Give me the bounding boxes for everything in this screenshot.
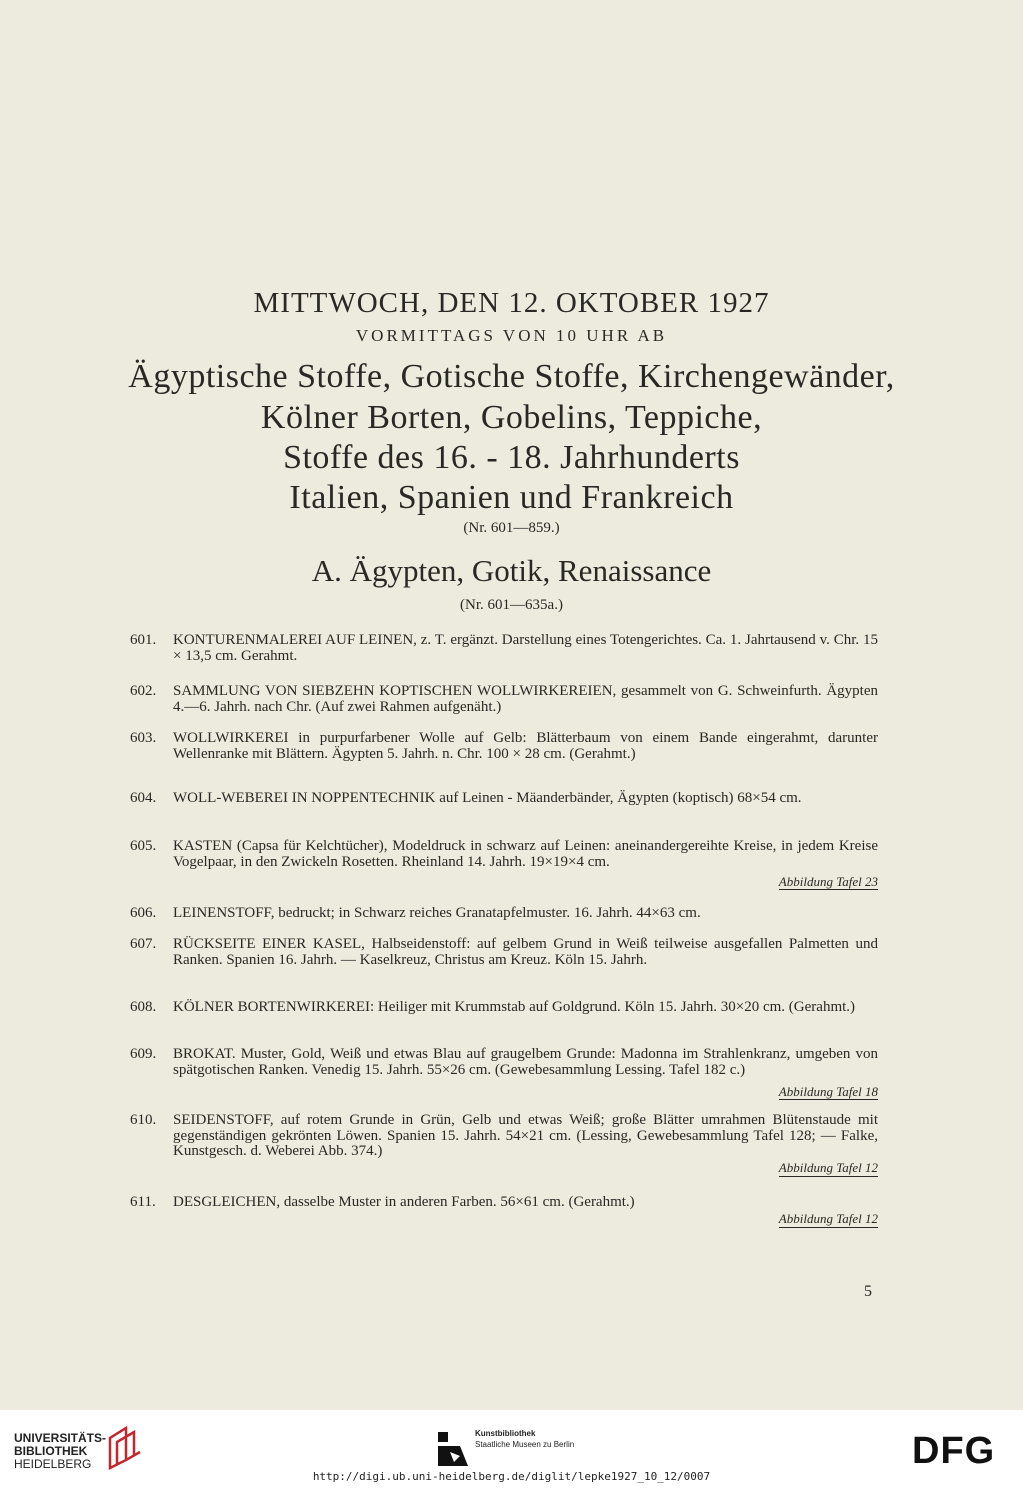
title-line-2: Kölner Borten, Gobelins, Teppiche, [260, 399, 763, 436]
catalog-entry-606 [130, 906, 878, 922]
entry-number: 608. [130, 999, 157, 1015]
entry-number: 609. [130, 1046, 157, 1062]
ub-line-2: BIBLIOTHEK [14, 1444, 88, 1458]
catalog-entry-605 [130, 838, 878, 889]
catalog-entry-609 [130, 1046, 878, 1099]
entry-text: WOLLWIRKEREI in purpurfarbener Wolle auf Gelb: Blätterbaum von einem Bande eingerahmt, darunter Wellenranke mit Blättern. Ägypten 5. Jahrh. n. Chr. 100 × 28 cm. (Gerahmt.) [173, 730, 878, 762]
entry-text: SAMMLUNG VON SIEBZEHN KOPTISCHEN WOLLWIRKEREIEN, gesammelt von G. Schweinfurth. Ägypten 4.—6. Jahrh. nach Chr. (Auf zwei Rahmen aufgenäht.) [173, 683, 878, 715]
entry-text: SEIDENSTOFF, auf rotem Grunde in Grün, Gelb und etwas Weiß; große Blätter umrahmen Blütenstaude mit gegenständigen gekrönten Löwen. Spanien 15. Jahrh. 54×21 cm. (Lessing, Gewebesammlung Tafel 128; — Falke, Kunstgesch. d. Weberei Abb. 374.) [173, 1112, 878, 1159]
entry-text: WOLL-WEBEREI IN NOPPENTECHNIK auf Leinen - Mäanderbänder, Ägypten (koptisch) 68×54 cm. [173, 790, 802, 806]
entry-text: KASTEN (Capsa für Kelchtücher), Modeldruck in schwarz auf Leinen: aneinandergereihte Kreise, in jedem Kreise Vogelpaar, in den Zwickeln Rosetten. Rheinland 14. Jahrh. 19×19×4 cm. [173, 838, 878, 870]
entry-number: 603. [130, 730, 157, 746]
catalog-entry-603 [130, 731, 878, 762]
ub-heidelberg-logo-icon [106, 1424, 142, 1470]
entry-number: 606. [130, 905, 157, 921]
catalog-entry-607 [130, 937, 878, 968]
entry-number: 605. [130, 838, 157, 854]
lot-range: (Nr. 601—859.) [463, 520, 560, 536]
entry-number: 602. [130, 683, 157, 699]
dfg-logo: DFG [912, 1430, 996, 1472]
catalog-entry-611 [130, 1195, 878, 1228]
ub-line-1: UNIVERSITÄTS- [14, 1431, 107, 1445]
entry-number: 610. [130, 1112, 157, 1128]
catalog-entry-610 [130, 1113, 878, 1177]
kunstbibliothek-logo [438, 1426, 575, 1468]
catalog-entry-604 [130, 791, 878, 807]
entry-text: BROKAT. Muster, Gold, Weiß und etwas Blau auf graugelbem Grunde: Madonna im Strahlenkranz, umgeben von spätgotischen Ranken. Venedig 15. Jahrh. 55×26 cm. (Gewebesammlung Lessing. Tafel 182 c.) [173, 1046, 878, 1078]
kunstbibliothek-mark-icon [438, 1432, 468, 1466]
auction-time: VORMITTAGS VON 10 UHR AB [355, 326, 668, 345]
entry-number: 607. [130, 936, 157, 952]
catalog-entry-608 [130, 1000, 878, 1016]
section-title: A. Ägypten, Gotik, Renaissance [311, 553, 712, 588]
entry-number: 601. [130, 632, 157, 648]
illustration-reference: Abbildung Tafel 23 [778, 874, 878, 889]
entry-number: 604. [130, 790, 157, 806]
section-lot-range: (Nr. 601—635a.) [460, 597, 563, 613]
entry-text: KONTURENMALEREI AUF LEINEN, z. T. ergänzt. Darstellung eines Totengerichtes. Ca. 1. Jahrtausend v. Chr. 15 × 13,5 cm. Gerahmt. [173, 632, 878, 664]
kb-line-1: Kunstbibliothek [475, 1429, 536, 1438]
entry-text: LEINENSTOFF, bedruckt; in Schwarz reiches Granatapfelmuster. 16. Jahrh. 44×63 cm. [173, 905, 701, 921]
illustration-reference: Abbildung Tafel 12 [778, 1210, 878, 1226]
catalog-entry-602 [130, 684, 878, 715]
entry-text: KÖLNER BORTENWIRKEREI: Heiliger mit Krummstab auf Goldgrund. Köln 15. Jahrh. 30×20 cm. (Gerahmt.) [173, 999, 856, 1015]
illustration-reference: Abbildung Tafel 18 [778, 1084, 878, 1099]
entry-text: RÜCKSEITE EINER KASEL, Halbseidenstoff: auf gelbem Grund in Weiß teilweise ausgefallen Palmetten und Ranken. Spanien 16. Jahrh. — Kaselkreuz, Christus am Kreuz. Köln 15. Jahrh. [173, 936, 878, 968]
permalink-url[interactable]: http://digi.ub.uni-heidelberg.de/diglit/lepke1927_10_12/0007 [312, 1470, 711, 1483]
ub-line-3: HEIDELBERG [14, 1457, 92, 1471]
entry-number: 611. [130, 1194, 156, 1210]
kb-line-2: Staatliche Museen zu Berlin [475, 1440, 575, 1449]
ub-heidelberg-label [14, 1432, 106, 1471]
title-line-1: Ägyptische Stoffe, Gotische Stoffe, Kirchengewänder, [128, 358, 895, 395]
footer-bar [0, 1410, 1023, 1488]
illustration-reference: Abbildung Tafel 12 [778, 1159, 878, 1175]
entry-text: DESGLEICHEN, dasselbe Muster in anderen Farben. 56×61 cm. (Gerahmt.) [173, 1194, 635, 1210]
catalog-entry-601 [130, 633, 878, 664]
title-line-4: Italien, Spanien und Frankreich [289, 479, 734, 516]
auction-date: MITTWOCH, DEN 12. OKTOBER 1927 [253, 287, 770, 319]
title-line-3: Stoffe des 16. - 18. Jahrhunderts [283, 439, 740, 476]
page-number: 5 [864, 1283, 872, 1300]
